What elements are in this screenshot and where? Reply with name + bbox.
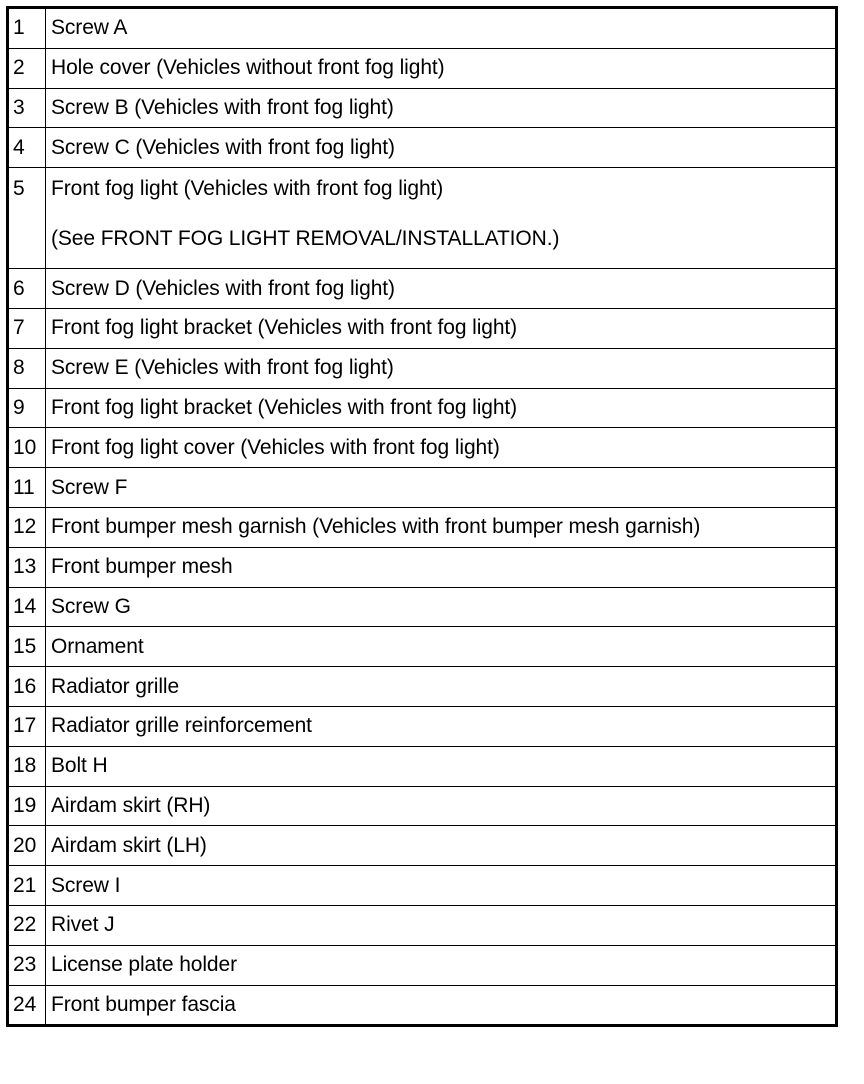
table-row: [8, 667, 837, 707]
item-number: 6: [8, 269, 46, 309]
item-description: Screw D (Vehicles with front fog light): [46, 269, 837, 309]
table-row: [8, 348, 837, 388]
item-description: Front bumper mesh: [46, 547, 837, 587]
item-number: 2: [8, 48, 46, 88]
table-row: [8, 128, 837, 168]
table-row: [8, 468, 837, 508]
item-number: 17: [8, 706, 46, 746]
item-number: 10: [8, 428, 46, 468]
item-number: 16: [8, 667, 46, 707]
item-description: Front bumper fascia: [46, 985, 837, 1026]
parts-legend-table: [6, 6, 838, 1027]
item-number: 22: [8, 905, 46, 945]
table-row: [8, 826, 837, 866]
item-description-cell: [46, 168, 837, 269]
item-number: 11: [8, 468, 46, 508]
table-row: [8, 945, 837, 985]
item-description: Screw F: [46, 468, 837, 508]
item-number: 13: [8, 547, 46, 587]
item-description: Front fog light (Vehicles with front fog light): [51, 177, 444, 201]
item-description: Screw G: [46, 587, 837, 627]
table-row: [8, 168, 837, 269]
item-number: 21: [8, 866, 46, 906]
table-row: [8, 388, 837, 428]
item-description: Radiator grille: [46, 667, 837, 707]
table-row: [8, 308, 837, 348]
item-number: 7: [8, 308, 46, 348]
item-number: 1: [8, 8, 46, 49]
table-row: [8, 507, 837, 547]
item-description: Rivet J: [46, 905, 837, 945]
item-number: 9: [8, 388, 46, 428]
table-row: [8, 48, 837, 88]
table-row: [8, 269, 837, 309]
item-description: Radiator grille reinforcement: [46, 706, 837, 746]
table-row: [8, 746, 837, 786]
item-description: Front fog light cover (Vehicles with front fog light): [46, 428, 837, 468]
item-description: Screw E (Vehicles with front fog light): [46, 348, 837, 388]
table-row: [8, 706, 837, 746]
item-reference-note: (See FRONT FOG LIGHT REMOVAL/INSTALLATION.): [51, 227, 560, 251]
item-description: Front bumper mesh garnish (Vehicles with front bumper mesh garnish): [46, 507, 837, 547]
item-description: Bolt H: [46, 746, 837, 786]
item-description: License plate holder: [46, 945, 837, 985]
item-number: 23: [8, 945, 46, 985]
item-number: 20: [8, 826, 46, 866]
item-description: Ornament: [46, 627, 837, 667]
item-description: Hole cover (Vehicles without front fog light): [46, 48, 837, 88]
item-number: 24: [8, 985, 46, 1026]
table-row: [8, 88, 837, 128]
item-description: Front fog light bracket (Vehicles with front fog light): [46, 308, 837, 348]
item-number: 12: [8, 507, 46, 547]
item-description: Screw A: [46, 8, 837, 49]
item-number: 3: [8, 88, 46, 128]
item-number: 5: [8, 168, 46, 269]
item-description: Airdam skirt (RH): [46, 786, 837, 826]
table-row: [8, 905, 837, 945]
table-row: [8, 587, 837, 627]
item-description: Screw B (Vehicles with front fog light): [46, 88, 837, 128]
table-row: [8, 627, 837, 667]
item-number: 15: [8, 627, 46, 667]
table-row: [8, 985, 837, 1026]
table-row: [8, 866, 837, 906]
item-description: Screw C (Vehicles with front fog light): [46, 128, 837, 168]
table-row: [8, 786, 837, 826]
item-number: 18: [8, 746, 46, 786]
item-number: 14: [8, 587, 46, 627]
item-description: Screw I: [46, 866, 837, 906]
table-row: [8, 428, 837, 468]
table-row: [8, 8, 837, 49]
item-number: 8: [8, 348, 46, 388]
item-number: 19: [8, 786, 46, 826]
table-row: [8, 547, 837, 587]
item-description: Front fog light bracket (Vehicles with front fog light): [46, 388, 837, 428]
item-number: 4: [8, 128, 46, 168]
item-description: Airdam skirt (LH): [46, 826, 837, 866]
